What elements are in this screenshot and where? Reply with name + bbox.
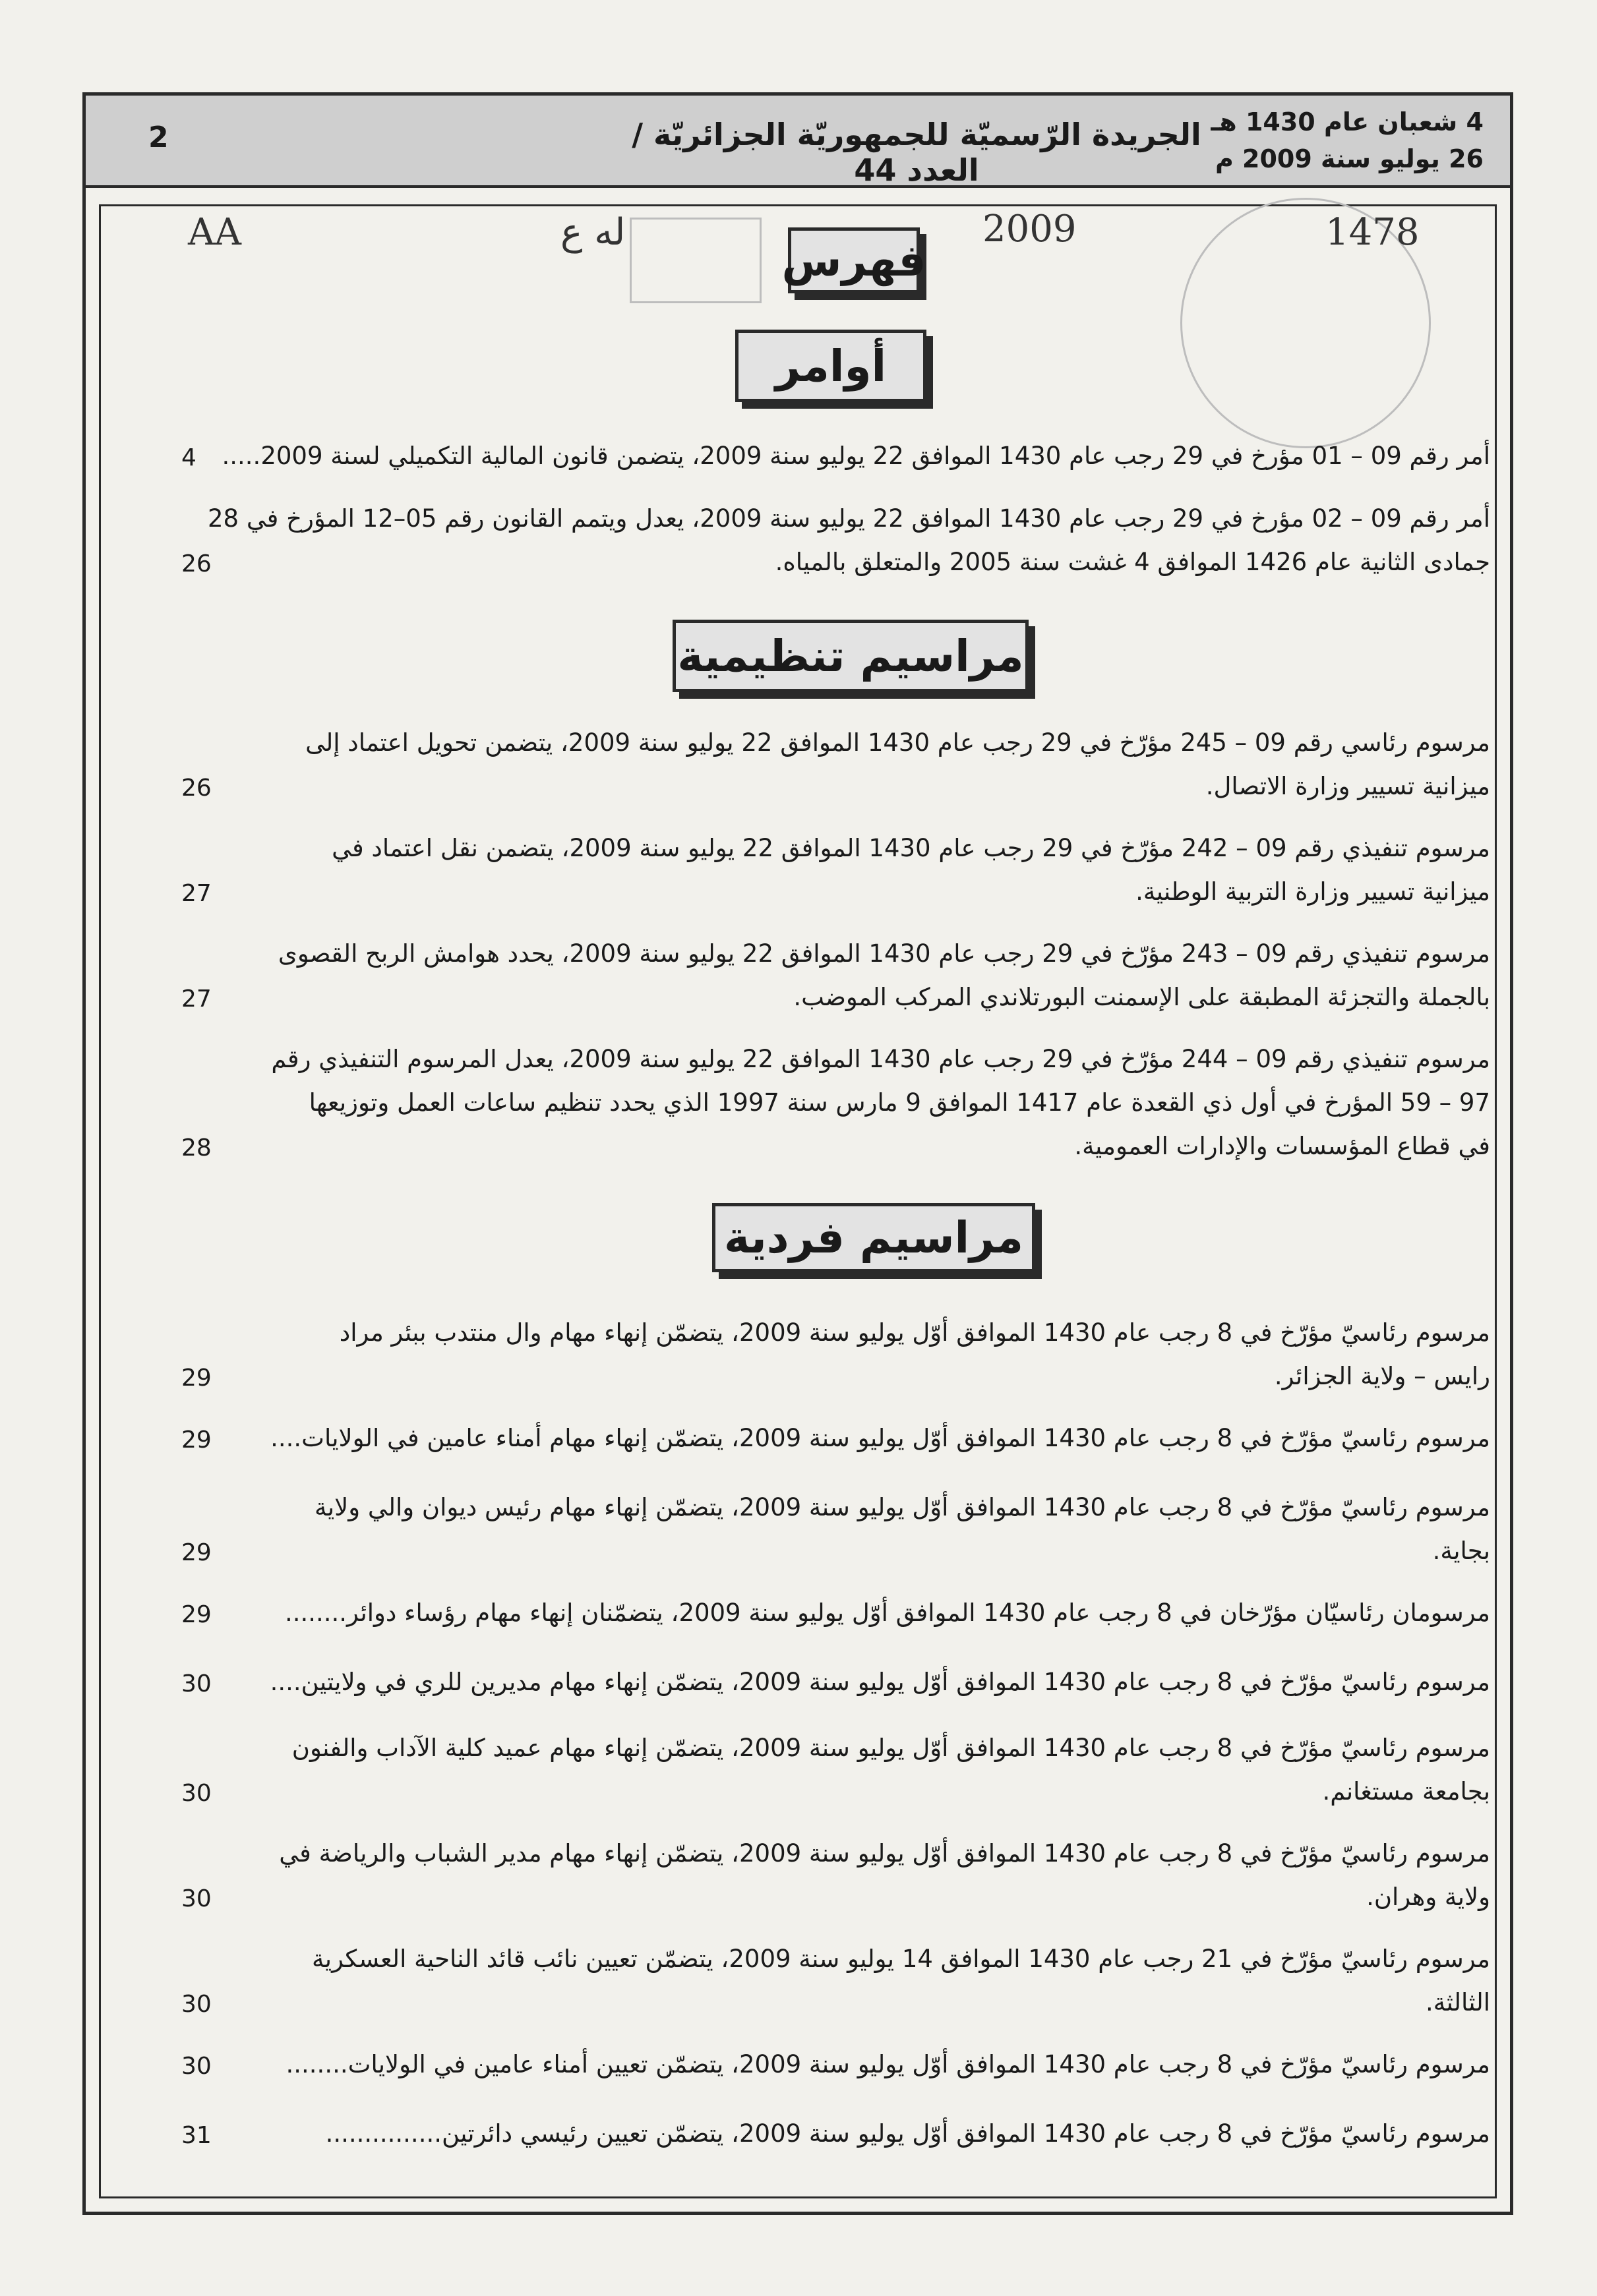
toc-entry xyxy=(211,1045,1490,1175)
toc-entry-line xyxy=(211,2119,1490,2163)
toc-entry-text: جمادى الثانية عام 1426 الموافق 4 غشت سنة 2005 والمتعلق بالمياه. xyxy=(775,548,1490,576)
toc-page-number: 26 xyxy=(181,775,212,802)
header-dates xyxy=(1207,103,1484,177)
toc-entry-line xyxy=(211,1777,1490,1821)
toc-entry-text: مرسوم رئاسيّ مؤرّخ في 8 رجب عام 1430 الموافق أوّل يوليو سنة 2009، يتضمّن إنهاء مهام رئيس ديوان والي ولاية xyxy=(315,1493,1490,1521)
toc-entry-line xyxy=(211,1945,1490,1988)
toc-entry-line xyxy=(211,1088,1490,1132)
toc-entry-line xyxy=(211,1045,1490,1088)
toc-entry-text: الثالثة. xyxy=(1425,1988,1490,2016)
toc-entry-line xyxy=(211,2050,1490,2094)
toc-entry-line xyxy=(211,1839,1490,1883)
toc-entry-text: مرسوم رئاسيّ مؤرّخ في 8 رجب عام 1430 الموافق أوّل يوليو سنة 2009، يتضمّن إنهاء مهام مديرين للري في ولايتين.... xyxy=(270,1668,1490,1696)
toc-entry-line xyxy=(211,1362,1490,1405)
toc-entry-line xyxy=(211,1988,1490,2032)
toc-entry-line xyxy=(207,504,1490,548)
toc-entry-line xyxy=(211,442,1490,485)
toc-entry-text: مرسومان رئاسيّان مؤرّخان في 8 رجب عام 1430 الموافق أوّل يوليو سنة 2009، يتضمّنان إنهاء مهام رؤساء دوائر........ xyxy=(284,1599,1490,1627)
toc-entry-text: مرسوم رئاسيّ مؤرّخ في 8 رجب عام 1430 الموافق أوّل يوليو سنة 2009، يتضمّن تعيين رئيسي دائرتين............... xyxy=(325,2119,1490,2148)
toc-entry-line xyxy=(211,728,1490,772)
toc-entry-text: مرسوم تنفيذي رقم 09 – 242 مؤرّخ في 29 رجب عام 1430 الموافق 22 يوليو سنة 2009، يتضمن نقل اعتماد في xyxy=(332,834,1490,862)
toc-page-number: 29 xyxy=(181,1601,212,1628)
faint-stamp xyxy=(630,218,762,303)
toc-entry-line xyxy=(211,1318,1490,1362)
toc-page-number: 30 xyxy=(181,1991,212,2018)
toc-page-number: 29 xyxy=(181,1539,212,1566)
date-hijri: 4 شعبان عام 1430 هـ xyxy=(1211,107,1484,136)
toc-entry-text: رايس – ولاية الجزائر. xyxy=(1274,1362,1490,1390)
toc-entry xyxy=(211,728,1490,815)
toc-entry-line xyxy=(211,1537,1490,1580)
toc-entry xyxy=(211,1839,1490,1926)
page-number: 2 xyxy=(148,121,169,154)
date-gregorian: 26 يوليو سنة 2009 م xyxy=(1215,144,1484,173)
toc-entry-text: مرسوم تنفيذي رقم 09 – 243 مؤرّخ في 29 رجب عام 1430 الموافق 22 يوليو سنة 2009، يحدد هوامش الربح القصوى xyxy=(278,939,1490,968)
toc-entry xyxy=(211,2119,1490,2163)
toc-page-number: 29 xyxy=(181,1427,212,1454)
toc-page-number: 31 xyxy=(181,2122,212,2149)
handwriting-left: AA xyxy=(188,211,241,254)
section-individual: مراسيم فردية xyxy=(712,1203,1035,1272)
toc-page-number: 30 xyxy=(181,1780,212,1807)
toc-entry-text: مرسوم رئاسيّ مؤرّخ في 8 رجب عام 1430 الموافق أوّل يوليو سنة 2009، يتضمّن إنهاء مهام مدير الشباب والرياضة في xyxy=(279,1839,1490,1868)
toc-entry-line xyxy=(211,1493,1490,1537)
toc-entry-text: ميزانية تسيير وزارة التربية الوطنية. xyxy=(1135,877,1490,906)
toc-page-number: 26 xyxy=(181,550,212,577)
toc-entry xyxy=(211,1424,1490,1467)
toc-entry-line xyxy=(211,939,1490,983)
toc-entry-line xyxy=(211,1668,1490,1711)
toc-entry xyxy=(211,2050,1490,2094)
toc-entry-text: مرسوم رئاسيّ مؤرّخ في 8 رجب عام 1430 الموافق أوّل يوليو سنة 2009، يتضمّن إنهاء مهام وال منتدب ببئر مراد xyxy=(339,1318,1490,1347)
toc-entry xyxy=(211,1668,1490,1711)
handwriting-right: 1478 xyxy=(1325,211,1420,254)
toc-entry-text: مرسوم رئاسي رقم 09 – 245 مؤرّخ في 29 رجب عام 1430 الموافق 22 يوليو سنة 2009، يتضمن تحويل اعتماد إلى xyxy=(305,728,1490,757)
toc-entry-text: أمر رقم 09 – 01 مؤرخ في 29 رجب عام 1430 الموافق 22 يوليو سنة 2009، يتضمن قانون المالية التكميلي لسنة 2009..... xyxy=(222,442,1490,470)
toc-entry-line xyxy=(211,772,1490,815)
section-orders: أوامر xyxy=(735,330,926,402)
section-index: فهرس xyxy=(788,227,920,293)
toc-entry-text: 97 – 59 المؤرخ في أول ذي القعدة عام 1417 الموافق 9 مارس سنة 1997 الذي يحدد تنظيم ساعات العمل وتوزيعها xyxy=(309,1088,1490,1117)
toc-entry-line xyxy=(211,1883,1490,1926)
toc-entry-text: بجامعة مستغانم. xyxy=(1322,1777,1490,1806)
toc-entry-text: في قطاع المؤسسات والإدارات العمومية. xyxy=(1074,1132,1490,1160)
toc-entry-line xyxy=(211,1734,1490,1777)
gazette-header xyxy=(86,96,1510,188)
toc-page-number: 30 xyxy=(181,2053,212,2080)
toc-entry-line xyxy=(211,1599,1490,1642)
toc-entry xyxy=(211,1734,1490,1821)
toc-entry-text: مرسوم تنفيذي رقم 09 – 244 مؤرّخ في 29 رجب عام 1430 الموافق 22 يوليو سنة 2009، يعدل المرسوم التنفيذي رقم xyxy=(271,1045,1490,1073)
toc-entry-text: بالجملة والتجزئة المطبقة على الإسمنت البورتلاندي المركب الموضب. xyxy=(793,983,1490,1011)
toc-entry-line xyxy=(211,1132,1490,1175)
section-regulatory: مراسيم تنظيمية xyxy=(673,620,1029,692)
toc-entry-line xyxy=(211,834,1490,877)
handwriting-mid2: 2009 xyxy=(982,208,1077,250)
toc-page-number: 30 xyxy=(181,1885,212,1912)
toc-entry-text: أمر رقم 09 – 02 مؤرخ في 29 رجب عام 1430 الموافق 22 يوليو سنة 2009، يعدل ويتمم القانون رقم 05–12 المؤرخ في 28 xyxy=(207,504,1490,533)
toc-entry-line xyxy=(211,983,1490,1026)
toc-entry-text: ميزانية تسيير وزارة الاتصال. xyxy=(1205,772,1490,800)
toc-entry-text: مرسوم رئاسيّ مؤرّخ في 8 رجب عام 1430 الموافق أوّل يوليو سنة 2009، يتضمّن تعيين أمناء عامين في الولايات........ xyxy=(286,2050,1490,2078)
toc-page-number: 27 xyxy=(181,986,212,1013)
toc-entry xyxy=(211,442,1490,485)
toc-entry-text: مرسوم رئاسيّ مؤرّخ في 21 رجب عام 1430 الموافق 14 يوليو سنة 2009، يتضمّن تعيين نائب قائد الناحية العسكرية xyxy=(311,1945,1490,1973)
toc-entry-text: ولاية وهران. xyxy=(1366,1883,1490,1911)
toc-page-number: 29 xyxy=(181,1365,212,1392)
toc-entry xyxy=(207,504,1490,591)
toc-page-number: 30 xyxy=(181,1670,212,1697)
toc-entry-text: بجاية. xyxy=(1432,1537,1490,1565)
toc-entry xyxy=(211,1318,1490,1405)
toc-entry-line xyxy=(211,877,1490,921)
toc-page-number: 4 xyxy=(181,444,196,471)
toc-entry-line xyxy=(211,1424,1490,1467)
toc-entry xyxy=(211,1493,1490,1580)
toc-entry-text: مرسوم رئاسيّ مؤرّخ في 8 رجب عام 1430 الموافق أوّل يوليو سنة 2009، يتضمّن إنهاء مهام عميد كلية الآداب والفنون xyxy=(291,1734,1490,1762)
toc-page-number: 27 xyxy=(181,880,212,907)
toc-entry-line xyxy=(211,548,1490,591)
toc-entry xyxy=(211,1945,1490,2032)
gazette-title: الجريدة الرّسميّة للجمهوريّة الجزائريّة / العدد 44 xyxy=(632,117,1201,188)
toc-entry xyxy=(211,834,1490,921)
toc-entry xyxy=(211,1599,1490,1642)
toc-entry-text: مرسوم رئاسيّ مؤرّخ في 8 رجب عام 1430 الموافق أوّل يوليو سنة 2009، يتضمّن إنهاء مهام أمناء عامين في الولايات.... xyxy=(270,1424,1490,1452)
toc-entry xyxy=(211,939,1490,1026)
handwriting-mid1: له ع xyxy=(560,211,626,254)
toc-page-number: 28 xyxy=(181,1134,212,1162)
